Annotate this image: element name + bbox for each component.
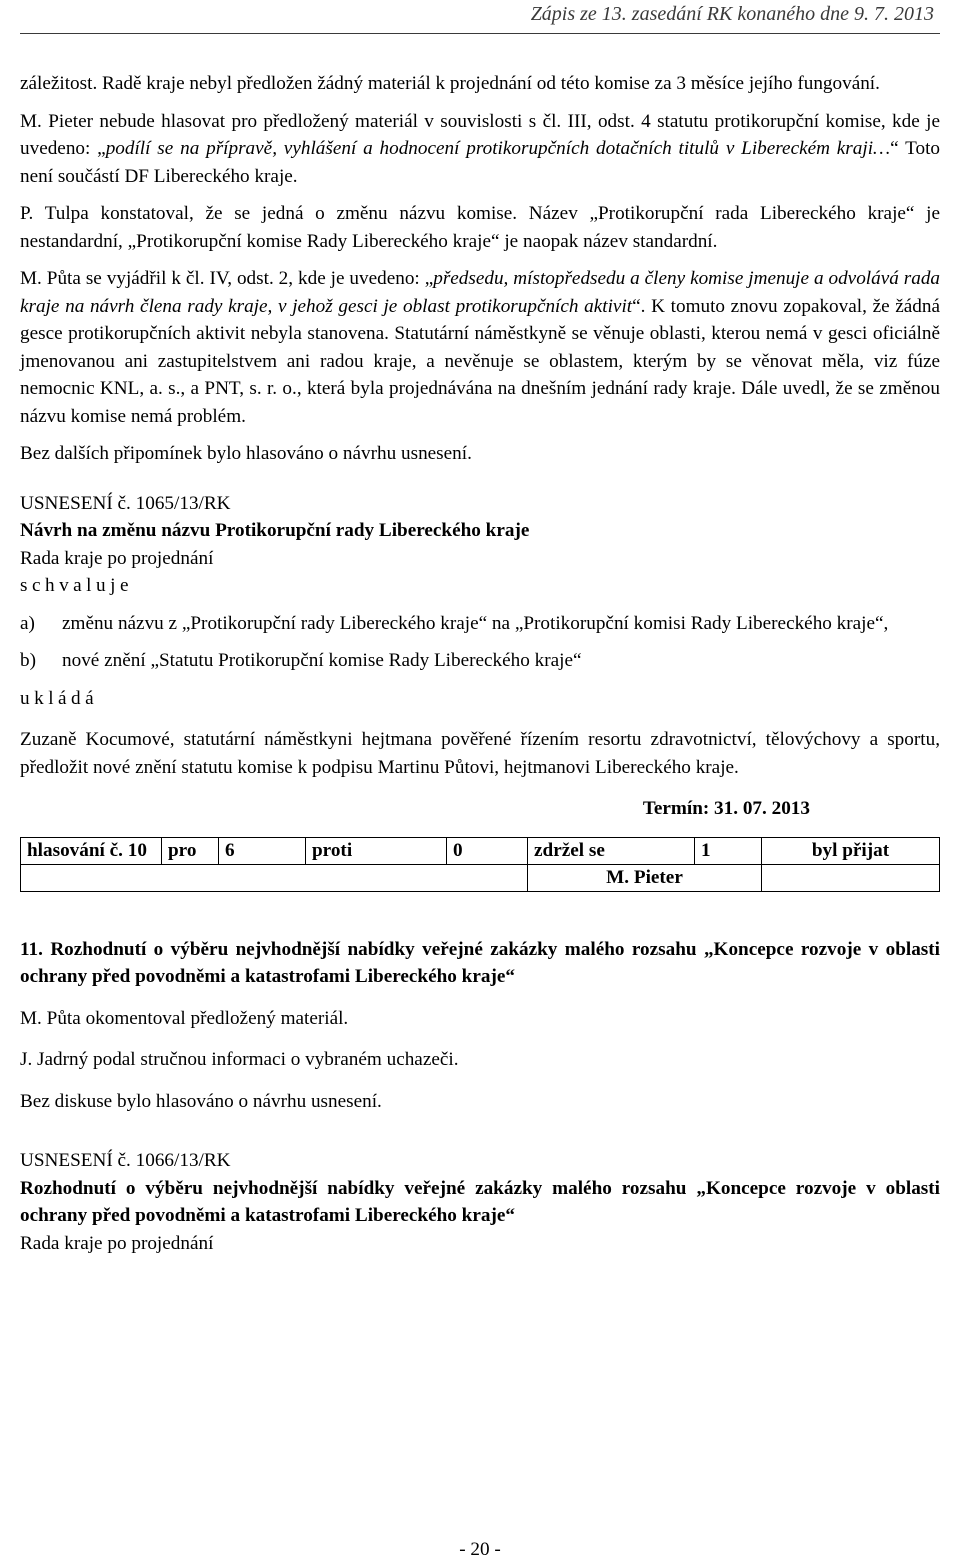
vote-proti-count: 0 [447, 837, 528, 864]
resolution-term: Termín: 31. 07. 2013 [642, 798, 810, 819]
vote-label [21, 837, 162, 864]
vote-label-text: hlasování č. [27, 839, 123, 861]
vote-pro-label: pro [162, 837, 219, 864]
resolution-number: USNESENÍ č. 1066/13/RK [20, 1150, 231, 1171]
page-header: Zápis ze 13. zasedání RK konaného dne 9. 7. 2013 [530, 3, 934, 25]
page-number: - 20 - [459, 1539, 501, 1560]
vote-note-spacer [21, 864, 528, 891]
resolution-item-a [20, 610, 940, 638]
resolution-orders: ukládá [20, 687, 99, 709]
resolution-intro: Rada kraje po projednání [20, 1232, 214, 1254]
text-run: “ Toto není součástí DF Libereckého kraje. [20, 138, 941, 187]
resolution-title: Rozhodnutí o výběru nejvhodnější nabídky veřejné zakázky malého rozsahu „Koncepce rozvoje v oblasti ochrany před povodněmi a katastrofami Libereckého kraje“ [20, 1177, 940, 1226]
vote-zdrzel-label: zdržel se [528, 837, 695, 864]
item-text: nové znění „Statutu Protikorupční komise Rady Libereckého kraje“ [62, 650, 582, 671]
resolution-task: Zuzaně Kocumové, statutární náměstkyni hejtmana pověřené řízením resortu zdravotnictví, tělovýchovy a sportu, předložit nové znění statutu komise k podpisu Martinu Půtovi, hejtmanovi Libereckého kraje. [20, 729, 940, 778]
item-label: a) [20, 612, 35, 634]
resolution-intro: Rada kraje po projednání [20, 547, 214, 569]
agenda-item-11-paragraph: J. Jadrný podal stručnou informaci o vybraném uchazeči. [20, 1049, 459, 1070]
vote-pro-count: 6 [219, 837, 306, 864]
vote-table [20, 837, 940, 892]
text-run: M. Půta se vyjádřil k čl. IV, odst. 2, kde je uvedeno: „ [20, 268, 434, 289]
resolution-number: USNESENÍ č. 1065/13/RK [20, 492, 231, 514]
resolution-item-b [20, 647, 940, 675]
text-run: “. K tomuto znovu zopakoval, že žádná gesce protikorupčních aktivit nebyla stanovena. Statutární náměstkyně se věnuje oblasti, kterou nemá v gesci oficiálně jmenovanou ani zastupitelstvem ani radou kraje, a nevěnuje se oblastem, kterým by se věnovat měla, viz fúze nemocnic KNL, a. s., a PNT, s. r. o., která byla projednávána na dnešním jednání rady kraje. Dále uvedl, že se změnou názvu komise nemá problém. [20, 295, 941, 427]
quote-statute-iv: předsedu, místopředsedu a členy komise jmenuje a odvolává rada kraje na návrh člena rady kraje, v jehož gesci je oblast protikorupčních aktivit [20, 268, 941, 317]
header-rule [20, 33, 940, 34]
vote-result: byl přijat [762, 837, 940, 864]
paragraph-pieter [20, 108, 940, 191]
paragraph-vote-intro: Bez dalších připomínek bylo hlasováno o návrhu usnesení. [20, 443, 472, 464]
vote-note-spacer [762, 864, 940, 891]
paragraph-tulpa: P. Tulpa konstatoval, že se jedná o změnu názvu komise. Název „Protikorupční rada Libereckého kraje“ je nestandardní, „Protikorupční komise Rady Libereckého kraje“ je naopak název standardní. [20, 203, 940, 252]
paragraph-continuation: záležitost. Radě kraje nebyl předložen žádný materiál k projednání od této komise za 3 měsíce jejího fungování. [20, 73, 880, 94]
document-body [20, 70, 940, 1257]
item-text: změnu názvu z „Protikorupční rady Libereckého kraje“ na „Protikorupční komisi Rady Libereckého kraje“, [62, 612, 889, 634]
quote-statute-iii: podílí se na přípravě, vyhlášení a hodnocení protikorupčních dotačních titulů v Libereckém kraji… [105, 138, 891, 159]
item-label: b) [20, 650, 36, 671]
agenda-item-11-paragraph: Bez diskuse bylo hlasováno o návrhu usnesení. [20, 1090, 382, 1112]
vote-zdrzel-count: 1 [695, 837, 762, 864]
vote-proti-label: proti [306, 837, 447, 864]
vote-note: M. Pieter [528, 864, 762, 891]
agenda-item-11-heading: 11. Rozhodnutí o výběru nejvhodnější nabídky veřejné zakázky malého rozsahu „Koncepce rozvoje v oblasti ochrany před povodněmi a katastrofami Libereckého kraje“ [20, 938, 940, 987]
text-run: M. Pieter nebude hlasovat pro předložený materiál v souvislosti s čl. III, odst. 4 statutu protikorupční komise, kde je uvedeno: „ [20, 110, 940, 159]
resolution-title: Návrh na změnu názvu Protikorupční rady Libereckého kraje [20, 520, 530, 541]
paragraph-puta [20, 265, 940, 430]
resolution-approves: schvaluje [20, 575, 133, 596]
vote-row [21, 837, 940, 864]
vote-note-row [21, 864, 940, 891]
vote-number: 10 [127, 839, 147, 861]
agenda-item-11-paragraph: M. Půta okomentoval předložený materiál. [20, 1007, 349, 1029]
